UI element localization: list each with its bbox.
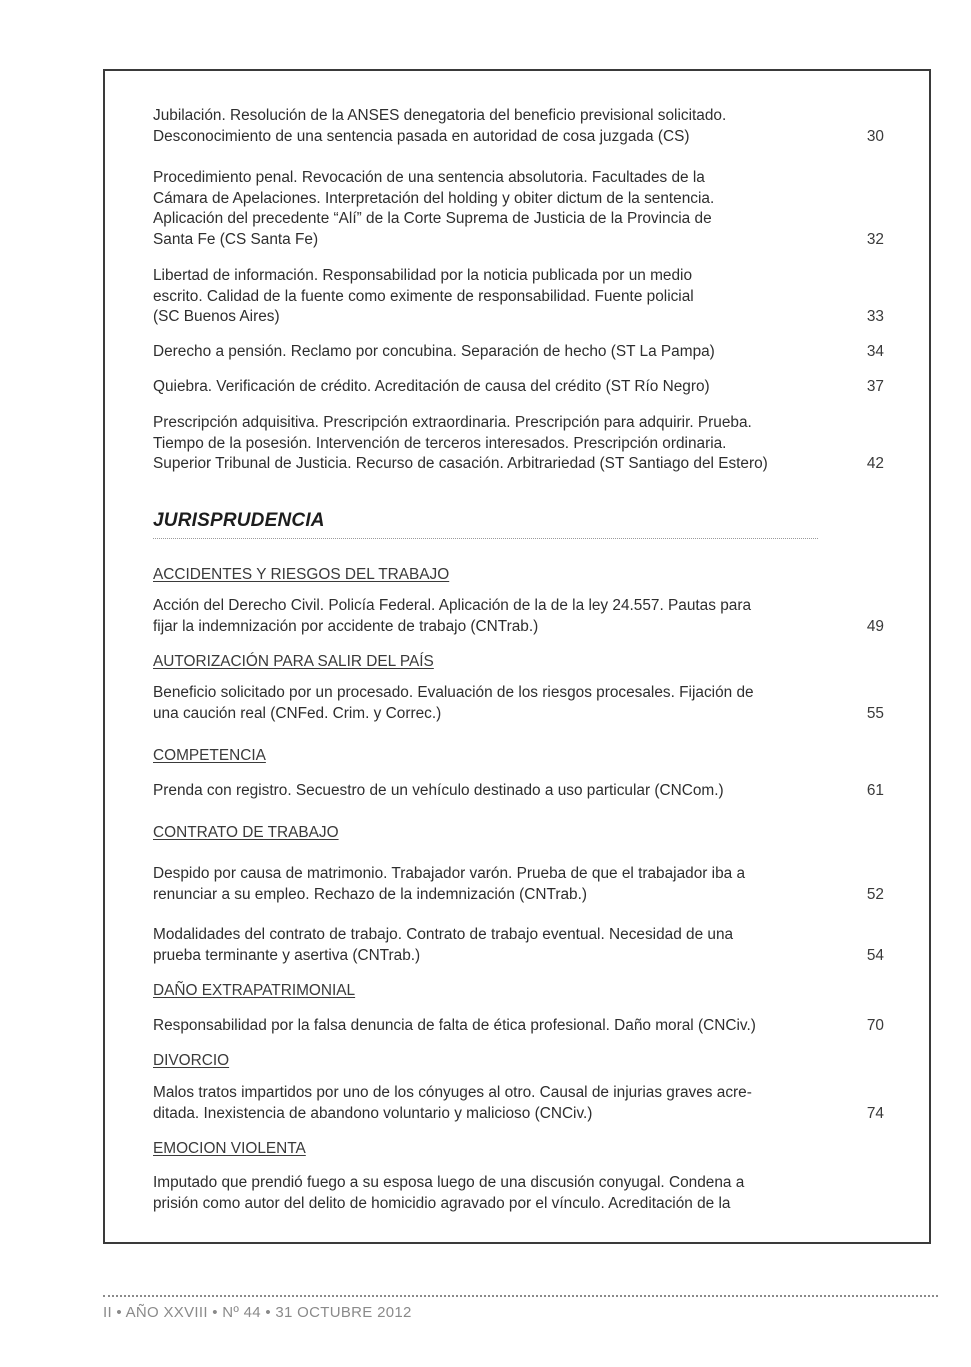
entry-line: Prenda con registro. Secuestro de un vehículo destinado a uso particular (CNCom.) [153, 782, 724, 799]
entry-line: fijar la indemnización por accidente de trabajo (CNTrab.) [153, 617, 539, 635]
category-heading: ACCIDENTES Y RIESGOS DEL TRABAJO [153, 566, 450, 583]
page-number: 70 [866, 1017, 884, 1034]
category-heading: COMPETENCIA [153, 747, 266, 764]
page-number: 74 [866, 1105, 884, 1122]
page-number: 54 [866, 947, 884, 964]
entry-line: Jubilación. Resolución de la ANSES denegatoria del beneficio previsional solicitado. [153, 107, 727, 124]
index-entry [153, 781, 819, 802]
entry-line: Procedimiento penal. Revocación de una sentencia absolutoria. Facultades de la [153, 169, 705, 186]
index-entry [153, 864, 819, 905]
entry-line: Prescripción adquisitiva. Prescripción extraordinaria. Prescripción para adquirir. Prueba. [153, 414, 752, 431]
entry-line: Desconocimiento de una sentencia pasada en autoridad de cosa juzgada (CS) [153, 127, 690, 145]
entry-line: Santa Fe (CS Santa Fe) [153, 230, 319, 248]
index-entry [153, 925, 819, 966]
entry-line: Despido por causa de matrimonio. Trabajador varón. Prueba de que el trabajador iba a [153, 865, 746, 882]
category-heading: CONTRATO DE TRABAJO [153, 824, 339, 841]
index-entry [153, 106, 819, 147]
page-number: 49 [866, 618, 884, 635]
category-heading: EMOCION VIOLENTA [153, 1140, 306, 1157]
index-entry [153, 1016, 819, 1037]
page-number: 33 [866, 308, 884, 325]
page-number: 55 [866, 705, 884, 722]
entry-line: una caución real (CNFed. Crim. y Correc.) [153, 704, 442, 722]
entry-line: Derecho a pensión. Reclamo por concubina. Separación de hecho (ST La Pampa) [153, 343, 715, 360]
entry-line: Superior Tribunal de Justicia. Recurso de casación. Arbitrariedad (ST Santiago del Estero) [153, 455, 768, 473]
category-heading: DIVORCIO [153, 1052, 230, 1069]
entry-line: Malos tratos impartidos por uno de los cónyuges al otro. Causal de injurias graves acre- [153, 1084, 752, 1101]
page-number: 32 [866, 231, 884, 248]
page-number: 34 [866, 343, 884, 360]
entry-line: Acción del Derecho Civil. Policía Federal. Aplicación de la de la ley 24.557. Pautas para [153, 597, 752, 614]
footer-divider [103, 1295, 938, 1297]
entry-line: renunciar a su empleo. Rechazo de la indemnización (CNTrab.) [153, 885, 587, 903]
page-number: 30 [866, 128, 884, 145]
section-title: JURISPRUDENCIA [153, 510, 325, 531]
category-heading: DAÑO EXTRAPATRIMONIAL [153, 982, 356, 999]
index-entry [153, 266, 819, 328]
category-heading: AUTORIZACIÓN PARA SALIR DEL PAÍS [153, 653, 434, 670]
index-entry [153, 1173, 819, 1214]
entry-line: Cámara de Apelaciones. Interpretación del holding y obiter dictum de la sentencia. [153, 189, 715, 207]
entry-line: prisión como autor del delito de homicidio agravado por el vínculo. Acreditación de la [153, 1194, 731, 1212]
entry-line: Tiempo de la posesión. Intervención de terceros interesados. Prescripción ordinaria. [153, 434, 727, 452]
page-number: 37 [866, 378, 884, 395]
entry-line: ditada. Inexistencia de abandono voluntario y malicioso (CNCiv.) [153, 1104, 593, 1122]
index-entry [153, 168, 819, 250]
page-number: 42 [866, 455, 884, 472]
index-entry [153, 1083, 819, 1124]
entry-line: Libertad de información. Responsabilidad por la noticia publicada por un medio [153, 267, 693, 284]
index-entry [153, 413, 819, 475]
entry-line: Imputado que prendió fuego a su esposa luego de una discusión conyugal. Condena a [153, 1174, 745, 1191]
entry-line: Quiebra. Verificación de crédito. Acreditación de causa del crédito (ST Río Negro) [153, 378, 710, 395]
entry-line: (SC Buenos Aires) [153, 308, 280, 326]
entry-line: Aplicación del precedente “Alí” de la Corte Suprema de Justicia de la Provincia de [153, 210, 712, 228]
index-entry [153, 342, 819, 363]
page-number: 61 [866, 782, 884, 799]
entry-line: Beneficio solicitado por un procesado. Evaluación de los riesgos procesales. Fijación de [153, 684, 754, 701]
index-entry [153, 683, 819, 724]
entry-line: Responsabilidad por la falsa denuncia de falta de ética profesional. Daño moral (CNCiv.) [153, 1017, 756, 1034]
entry-line: Modalidades del contrato de trabajo. Contrato de trabajo eventual. Necesidad de una [153, 926, 734, 943]
entry-line: escrito. Calidad de la fuente como eximente de responsabilidad. Fuente policial [153, 287, 694, 305]
page-footer: II • AÑO XXVIII • Nº 44 • 31 OCTUBRE 2012 [103, 1304, 412, 1321]
entry-line: prueba terminante y asertiva (CNTrab.) [153, 946, 421, 964]
index-entry [153, 596, 819, 637]
section-divider [153, 538, 818, 539]
index-entry [153, 377, 819, 398]
page-number: 52 [866, 886, 884, 903]
